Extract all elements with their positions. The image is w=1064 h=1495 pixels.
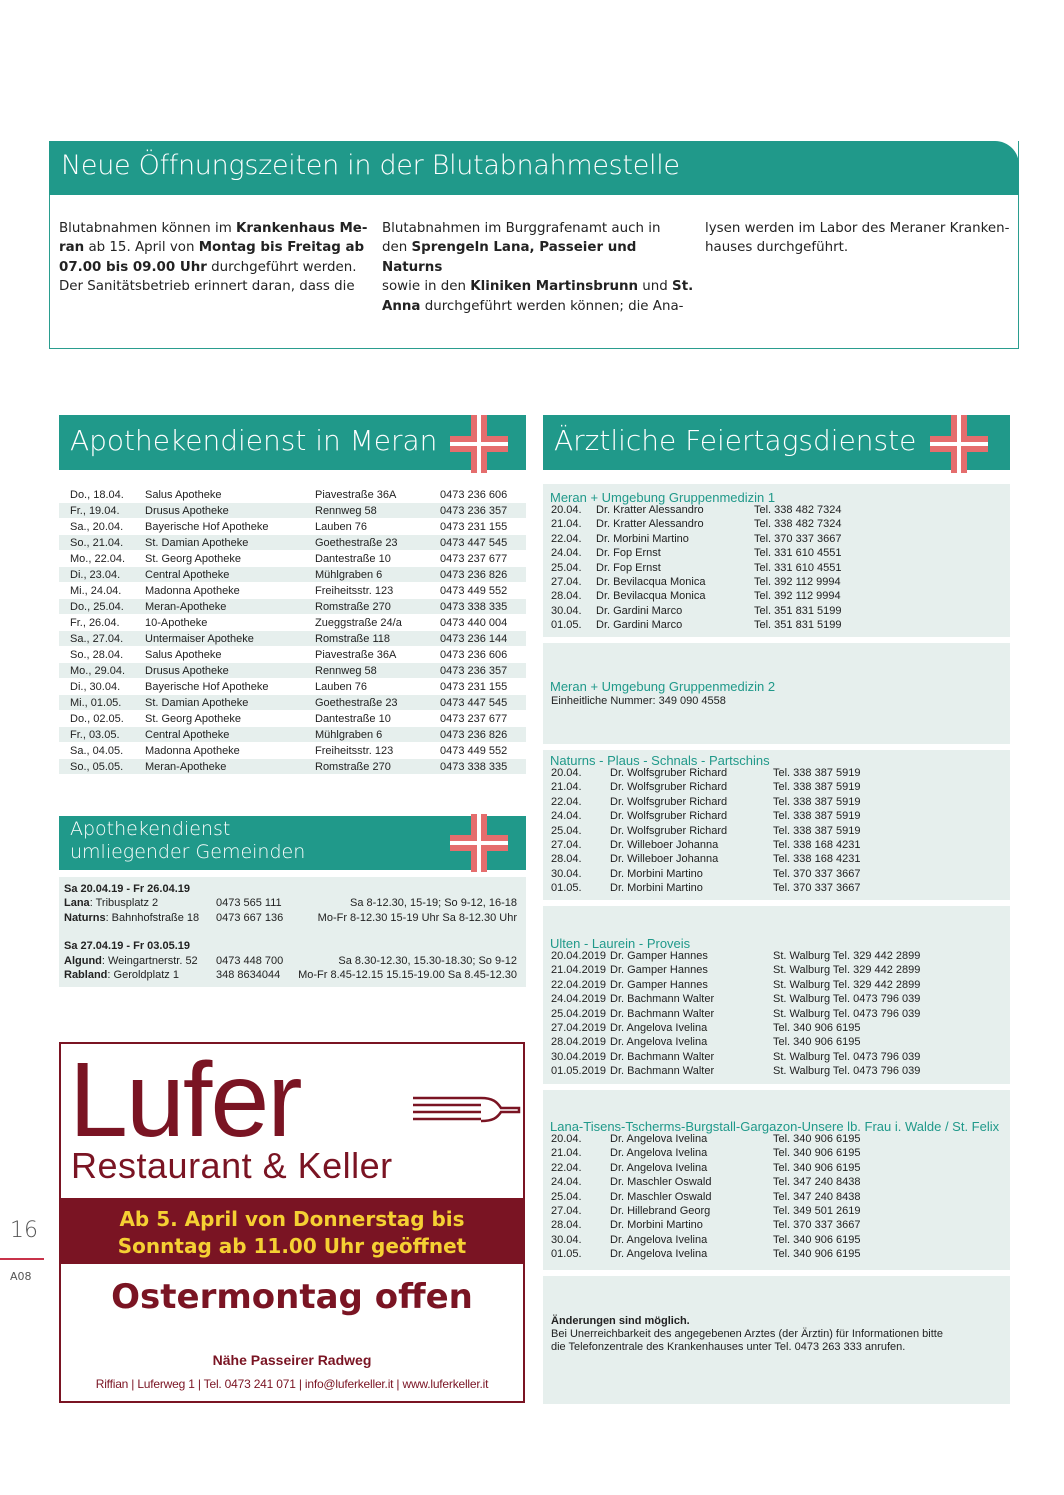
pharmacy-cell: Drusus Apotheke [145, 665, 229, 677]
table-row [59, 743, 526, 759]
article-col-3 [705, 219, 1015, 258]
table-row [59, 567, 526, 583]
phone-cell: Tel. 351 831 5199 [754, 619, 842, 632]
phone-cell: Tel. 340 906 6195 [773, 1248, 861, 1261]
table-row [59, 727, 526, 743]
umliegend-row: Algund: Weingartnerstr. 52 [64, 955, 198, 967]
phone-cell: 0473 236 606 [440, 649, 508, 661]
table-row [59, 711, 526, 727]
phone-cell: Tel. 331 610 4551 [754, 561, 842, 574]
date-cell: 01.05. [551, 882, 582, 895]
umliegend-title-2: umliegender Gemeinden [70, 841, 306, 863]
umliegend-hours: Sa 8-12.30, 15-19; So 9-12, 16-18 [350, 897, 517, 909]
col3-line-2: hauses durchgeführt. [705, 240, 849, 256]
phone-cell: Tel. 338 168 4231 [773, 853, 861, 866]
table-row [59, 615, 526, 631]
table-row [59, 535, 526, 551]
doctor-cell: Dr. Maschler Oswald [610, 1176, 712, 1189]
date-cell: 01.05.2019 [551, 1065, 607, 1078]
group-1-head: Meran + Umgebung Gruppenmedizin 1 [550, 490, 776, 505]
phone-cell: 0473 231 155 [440, 681, 508, 693]
phone-cell: Tel. 347 240 8438 [773, 1190, 861, 1203]
address-cell: Piavestraße 36A [315, 489, 397, 501]
date-cell: 27.04.2019 [551, 1022, 607, 1034]
phone-cell: 0473 237 677 [440, 553, 508, 565]
table-row [59, 663, 526, 679]
table-row [59, 519, 526, 535]
phone-cell: Tel. 340 906 6195 [773, 1022, 861, 1034]
phone-cell: 0473 236 826 [440, 569, 508, 581]
phone-cell: Tel. 331 610 4551 [754, 547, 842, 560]
phone-cell: 0473 236 144 [440, 633, 508, 645]
address-cell: Freiheitsstr. 123 [315, 745, 394, 757]
date-cell: Sa., 27.04. [70, 633, 124, 645]
date-cell: 25.04. [551, 1190, 582, 1203]
doctor-cell: Dr. Bachmann Walter [610, 1050, 715, 1063]
phone-cell: St. Walburg Tel. 329 442 2899 [773, 964, 921, 977]
doctor-cell: Dr. Fop Ernst [596, 547, 661, 560]
date-cell: 20.04. [551, 767, 582, 779]
article-header [49, 141, 1019, 195]
table-row [59, 679, 526, 695]
table-row [59, 503, 526, 519]
address-cell: Romstraße 270 [315, 761, 391, 773]
table-row [59, 759, 526, 775]
date-cell: 28.04. [551, 853, 582, 866]
phone-cell: Tel. 338 387 5919 [773, 767, 861, 779]
date-cell: 01.05. [551, 1248, 582, 1261]
phone-cell: Tel. 392 112 9994 [754, 576, 841, 588]
doctor-cell: Dr. Morbini Martino [596, 532, 689, 545]
phone-cell: 0473 236 826 [440, 729, 508, 741]
date-cell: 20.04. [551, 1133, 582, 1145]
col2-line-1: Blutabnahmen im Burggrafenamt auch in [382, 221, 661, 236]
doctor-cell: Dr. Kratter Alessandro [596, 518, 704, 531]
opening-band [61, 1198, 523, 1264]
address-cell: Freiheitsstr. 123 [315, 585, 394, 597]
col2-line-2: den Sprengeln Lana, Passeier und Naturns [382, 240, 637, 275]
date-cell: 20.04.2019 [551, 950, 607, 962]
fork-icon [411, 1090, 521, 1130]
phone-cell: St. Walburg Tel. 0473 796 039 [773, 1007, 921, 1020]
doctor-cell: Dr. Morbini Martino [610, 1219, 703, 1232]
doctor-cell: Dr. Willeboer Johanna [610, 853, 719, 866]
phone-cell: 0473 237 677 [440, 713, 508, 725]
date-cell: 28.04.2019 [551, 1036, 607, 1049]
date-cell: 27.04. [551, 576, 582, 588]
address-cell: Rennweg 58 [315, 665, 377, 677]
cross-icon [450, 814, 508, 872]
table-row [59, 647, 526, 663]
doctor-cell: Dr. Wolfsgruber Richard [610, 810, 728, 823]
phone-cell: Tel. 340 906 6195 [773, 1036, 861, 1049]
doctor-cell: Dr. Bachmann Walter [610, 1065, 715, 1078]
page-divider [0, 1258, 44, 1260]
pharmacy-cell: St. Damian Apotheke [145, 697, 249, 709]
date-cell: 24.04.2019 [551, 993, 607, 1006]
date-cell: Do., 02.05. [70, 713, 124, 725]
address-cell: Mühlgraben 6 [315, 569, 383, 581]
doctor-cell: Dr. Angelova Ivelina [610, 1022, 708, 1034]
address-cell: Rennweg 58 [315, 505, 377, 517]
doctor-cell: Dr. Morbini Martino [610, 867, 703, 880]
date-cell: 30.04. [551, 604, 582, 617]
address-cell: Lauben 76 [315, 521, 367, 533]
doctor-cell: Dr. Angelova Ivelina [610, 1147, 708, 1160]
pharmacy-cell: 10-Apotheke [145, 617, 208, 629]
date-cell: 24.04. [551, 547, 582, 560]
doctor-cell: Dr. Bevilacqua Monica [596, 576, 706, 588]
naehe-radweg: Nähe Passeirer Radweg [212, 1352, 372, 1368]
group-2-head: Meran + Umgebung Gruppenmedizin 2 [550, 679, 776, 694]
doctor-cell: Dr. Wolfsgruber Richard [610, 824, 728, 837]
umliegend-row: Rabland: Geroldplatz 1 [64, 969, 179, 981]
date-cell: Sa., 04.05. [70, 745, 124, 757]
phone-cell: Tel. 338 387 5919 [773, 795, 861, 808]
group-3-head: Naturns - Plaus - Schnals - Partschins [550, 753, 770, 768]
doctor-cell: Dr. Wolfsgruber Richard [610, 795, 728, 808]
lufer-subtitle: Restaurant & Keller [71, 1145, 393, 1186]
separator [543, 1084, 1010, 1090]
date-cell: 25.04.2019 [551, 1007, 607, 1020]
date-cell: 21.04. [551, 518, 582, 531]
ad-address: Riffian | Luferweg 1 | Tel. 0473 241 071 | info@luferkeller.it | www.luferkeller.it [95, 1377, 489, 1391]
date-cell: Mi., 24.04. [70, 585, 122, 597]
table-row [59, 551, 526, 567]
date-cell: 21.04.2019 [551, 964, 607, 977]
phone-cell: Tel. 370 337 3667 [773, 882, 861, 895]
separator [543, 744, 1010, 750]
date-cell: 22.04. [551, 795, 582, 808]
aerzte-title: Ärztliche Feiertagsdienste [554, 424, 917, 457]
phone-cell: Tel. 340 906 6195 [773, 1233, 861, 1246]
umliegend-row: Lana: Tribusplatz 2 [64, 897, 159, 909]
date-cell: 25.04. [551, 824, 582, 837]
umliegend-title-1: Apothekendienst [70, 818, 231, 840]
date-cell: 30.04.2019 [551, 1050, 607, 1063]
date-cell: 22.04. [551, 1161, 582, 1174]
phone-cell: Tel. 338 387 5919 [773, 810, 861, 823]
doctor-cell: Dr. Angelova Ivelina [610, 1036, 708, 1049]
phone-cell: Tel. 340 906 6195 [773, 1133, 861, 1145]
address-cell: Mühlgraben 6 [315, 729, 383, 741]
pharmacy-cell: Central Apotheke [145, 569, 230, 581]
phone-cell: 0473 231 155 [440, 521, 508, 533]
band-line-1: Ab 5. April von Donnerstag bis [119, 1207, 465, 1231]
group-4-head: Ulten - Laurein - Proveis [550, 936, 691, 951]
phone-cell: 0473 338 335 [440, 601, 508, 613]
phone-cell: 0473 236 357 [440, 665, 508, 677]
date-cell: 21.04. [551, 781, 582, 794]
page-code: A08 [10, 1270, 32, 1283]
date-cell: 24.04. [551, 1176, 582, 1189]
phone-cell: Tel. 347 240 8438 [773, 1176, 861, 1189]
aerzte-header [543, 415, 1010, 470]
date-cell: 28.04. [551, 1219, 582, 1232]
doctor-cell: Dr. Gamper Hannes [610, 964, 708, 977]
pharmacy-cell: Madonna Apotheke [145, 745, 240, 757]
doctor-cell: Dr. Wolfsgruber Richard [610, 767, 728, 779]
date-cell: Mo., 22.04. [70, 553, 126, 565]
table-row [59, 599, 526, 615]
address-cell: Romstraße 118 [315, 633, 390, 645]
phone-cell: Tel. 338 482 7324 [754, 504, 842, 516]
pharmacy-cell: Drusus Apotheke [145, 505, 229, 517]
phone-cell: 0473 449 552 [440, 745, 508, 757]
pharmacy-cell: Salus Apotheke [145, 489, 222, 501]
phone-cell: St. Walburg Tel. 0473 796 039 [773, 1050, 921, 1063]
date-cell: 25.04. [551, 561, 582, 574]
page-number: 16 [10, 1218, 38, 1243]
umliegend-header [59, 816, 526, 870]
pharmacy-cell: Meran-Apotheke [145, 601, 227, 613]
phone-cell: Tel. 338 387 5919 [773, 781, 861, 794]
cross-icon [450, 415, 508, 473]
pharmacy-cell: Untermaiser Apotheke [145, 633, 254, 645]
doctor-cell: Dr. Hillebrand Georg [610, 1205, 711, 1217]
lufer-logo: Lufer [69, 1041, 301, 1159]
table-row [59, 631, 526, 647]
phone-cell: Tel. 340 906 6195 [773, 1147, 861, 1160]
apotheken-table [59, 487, 526, 775]
doctor-cell: Dr. Gardini Marco [596, 604, 683, 617]
pharmacy-cell: Madonna Apotheke [145, 585, 240, 597]
date-cell: 21.04. [551, 1147, 582, 1160]
date-cell: 27.04. [551, 839, 582, 851]
pharmacy-cell: St. Damian Apotheke [145, 537, 249, 549]
phone-cell: 0473 440 004 [440, 617, 508, 629]
col2-line-4: Anna durchgeführt werden können; die Ana- [382, 298, 684, 314]
umliegend-hours: Mo-Fr 8.45-12.15 15.15-19.00 Sa 8.45-12.30 [298, 969, 517, 981]
phone-cell: 0473 447 545 [440, 697, 508, 709]
date-cell: Fr., 19.04. [70, 505, 120, 517]
phone-cell: Tel. 349 501 2619 [773, 1205, 861, 1217]
date-cell: 30.04. [551, 1233, 582, 1246]
table-row [59, 487, 526, 503]
date-cell: 28.04. [551, 590, 582, 603]
umliegend-hours: Sa 8.30-12.30, 15.30-18.30; So 9-12 [338, 955, 517, 967]
band-line-2: Sonntag ab 11.00 Uhr geöffnet [117, 1234, 467, 1258]
doctor-cell: Dr. Kratter Alessandro [596, 504, 704, 516]
article-col-1: Blutabnahmen können im Krankenhaus Me- ran ab 15. April von Montag bis Freitag ab 07.00 bis 09.00 Uhr durchgeführt werden. Der Sanitätsbetrieb erinnert daran, dass die [59, 221, 368, 295]
phone-cell: St. Walburg Tel. 329 442 2899 [773, 950, 921, 962]
pharmacy-cell: Bayerische Hof Apotheke [145, 521, 269, 533]
phone-cell: Tel. 370 337 3667 [773, 1219, 861, 1232]
address-cell: Romstraße 270 [315, 601, 391, 613]
pharmacy-cell: Salus Apotheke [145, 649, 222, 661]
doctor-cell: Dr. Bevilacqua Monica [596, 590, 706, 603]
phone-cell: Tel. 340 906 6195 [773, 1161, 861, 1174]
umliegend-box [59, 877, 526, 987]
date-cell: Di., 30.04. [70, 681, 121, 693]
address-cell: Piavestraße 36A [315, 649, 397, 661]
address-cell: Goethestraße 23 [315, 537, 398, 549]
date-cell: So., 21.04. [70, 537, 124, 549]
doctor-cell: Dr. Willeboer Johanna [610, 839, 719, 851]
umliegend-tel: 348 8634044 [216, 969, 281, 981]
apotheken-title: Apothekendienst in Meran [70, 424, 438, 457]
article-col-2 [382, 219, 697, 316]
table-row [59, 695, 526, 711]
umliegend-tel: 0473 565 111 [216, 897, 282, 909]
doctor-cell: Dr. Bachmann Walter [610, 1007, 715, 1020]
date-cell: 30.04. [551, 867, 582, 880]
phone-cell: Tel. 370 337 3667 [754, 532, 842, 545]
date-cell: Mi., 01.05. [70, 697, 122, 709]
phone-cell: Tel. 338 387 5919 [773, 824, 861, 837]
date-cell: Sa., 20.04. [70, 521, 124, 533]
separator [543, 1270, 1010, 1276]
date-cell: So., 28.04. [70, 649, 124, 661]
table-row [59, 583, 526, 599]
date-cell: Do., 18.04. [70, 489, 124, 501]
umliegend-hours: Mo-Fr 8-12.30 15-19 Uhr Sa 8-12.30 Uhr [317, 912, 517, 924]
doctor-cell: Dr. Gamper Hannes [610, 950, 708, 962]
doctor-cell: Dr. Angelova Ivelina [610, 1233, 708, 1246]
address-cell: Dantestraße 10 [315, 553, 391, 565]
umliegend-tel: 0473 448 700 [216, 955, 284, 967]
phone-cell: St. Walburg Tel. 0473 796 039 [773, 1065, 921, 1078]
phone-cell: 0473 236 357 [440, 505, 508, 517]
umliegend-tel: 0473 667 136 [216, 912, 284, 924]
date-cell: Mo., 29.04. [70, 665, 126, 677]
date-cell: Fr., 26.04. [70, 617, 120, 629]
date-cell: 27.04. [551, 1205, 582, 1217]
phone-cell: Tel. 392 112 9994 [754, 590, 841, 603]
phone-cell: 0473 447 545 [440, 537, 508, 549]
date-cell: Di., 23.04. [70, 569, 121, 581]
group-5-head: Lana-Tisens-Tscherms-Burgstall-Gargazon-Unsere lb. Frau i. Walde / St. Felix [550, 1119, 1000, 1134]
phone-cell: St. Walburg Tel. 0473 796 039 [773, 993, 921, 1006]
doctor-cell: Dr. Maschler Oswald [610, 1190, 712, 1203]
umliegend-row: Naturns: Bahnhofstraße 18 [64, 912, 200, 924]
address-cell: Dantestraße 10 [315, 713, 391, 725]
phone-cell: Tel. 338 168 4231 [773, 839, 861, 851]
doctor-cell: Dr. Bachmann Walter [610, 993, 715, 1006]
col3-line-1: lysen werden im Labor des Meraner Kranken- [705, 221, 1010, 236]
doctor-cell: Dr. Angelova Ivelina [610, 1133, 708, 1145]
doctor-cell: Dr. Morbini Martino [610, 882, 703, 895]
separator [543, 900, 1010, 906]
phone-cell: Tel. 351 831 5199 [754, 604, 842, 617]
date-cell: So., 05.05. [70, 761, 124, 773]
phone-cell: Tel. 370 337 3667 [773, 867, 861, 880]
lufer-advertisement [59, 1042, 525, 1403]
pharmacy-cell: Meran-Apotheke [145, 761, 227, 773]
address-cell: Goethestraße 23 [315, 697, 398, 709]
doctor-cell: Dr. Angelova Ivelina [610, 1161, 708, 1174]
date-cell: 24.04. [551, 810, 582, 823]
note-head: Änderungen sind möglich. [551, 1315, 690, 1327]
address-cell: Lauben 76 [315, 681, 367, 693]
apotheken-header [59, 415, 526, 470]
date-cell: 20.04. [551, 504, 582, 516]
separator [543, 637, 1010, 643]
cross-icon [930, 415, 988, 473]
period-1: Sa 20.04.19 - Fr 26.04.19 [64, 883, 190, 895]
article-title: Neue Öffnungszeiten in der Blutabnahmestelle [61, 150, 680, 181]
phone-cell: Tel. 338 482 7324 [754, 518, 842, 531]
date-cell: 01.05. [551, 619, 582, 632]
note-line-1: Bei Unerreichbarkeit des angegebenen Arztes (der Ärztin) für Informationen bitte [551, 1328, 943, 1340]
pharmacy-cell: Central Apotheke [145, 729, 230, 741]
ostermontag-offen: Ostermontag offen [111, 1277, 473, 1317]
phone-cell: 0473 449 552 [440, 585, 508, 597]
phone-cell: St. Walburg Tel. 329 442 2899 [773, 978, 921, 991]
date-cell: 22.04. [551, 532, 582, 545]
doctor-cell: Dr. Fop Ernst [596, 561, 661, 574]
date-cell: Fr., 03.05. [70, 729, 120, 741]
group-2-line: Einheitliche Nummer: 349 090 4558 [551, 695, 726, 707]
date-cell: 22.04.2019 [551, 978, 607, 991]
address-cell: Zueggstraße 24/a [315, 617, 402, 629]
pharmacy-cell: Bayerische Hof Apotheke [145, 681, 269, 693]
date-cell: Do., 25.04. [70, 601, 124, 613]
doctor-cell: Dr. Gardini Marco [596, 619, 683, 632]
note-line-2: die Telefonzentrale des Krankenhauses unter Tel. 0473 263 333 anrufen. [551, 1341, 906, 1353]
doctor-cell: Dr. Angelova Ivelina [610, 1248, 708, 1261]
doctor-cell: Dr. Wolfsgruber Richard [610, 781, 728, 794]
pharmacy-cell: St. Georg Apotheke [145, 553, 242, 565]
doctor-cell: Dr. Gamper Hannes [610, 978, 708, 991]
col2-line-3: sowie in den Kliniken Martinsbrunn und St. [382, 279, 694, 295]
period-2: Sa 27.04.19 - Fr 03.05.19 [64, 940, 190, 952]
phone-cell: 0473 236 606 [440, 489, 508, 501]
phone-cell: 0473 338 335 [440, 761, 508, 773]
pharmacy-cell: St. Georg Apotheke [145, 713, 242, 725]
